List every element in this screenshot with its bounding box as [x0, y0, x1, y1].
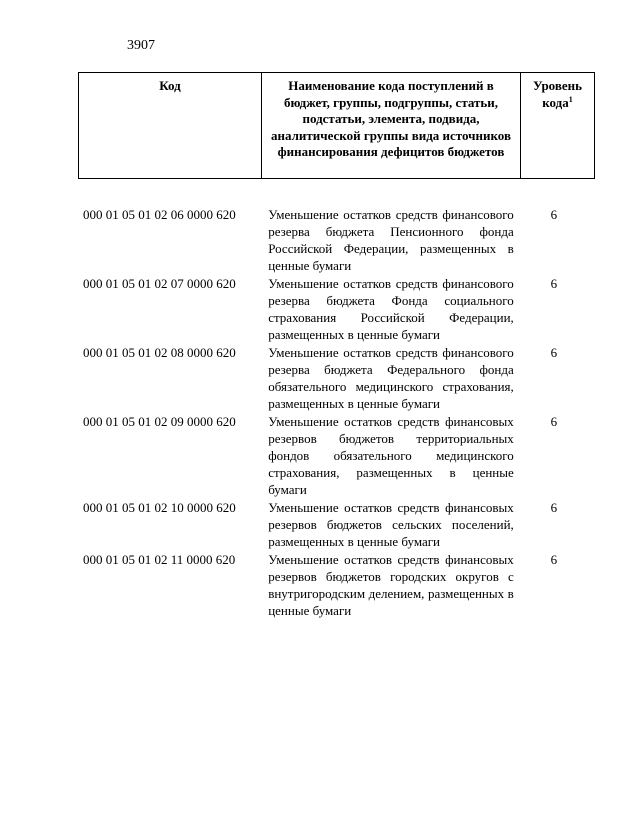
header-name: Наименование кода поступлений в бюджет, группы, подгруппы, статьи, подстатьи, элемента, подвида, аналитической группы вида источников финансирования дефицитов бюджетов: [262, 73, 521, 179]
table-header: [78, 72, 595, 179]
row-code: 000 01 05 01 02 07 0000 620: [83, 275, 236, 291]
row-code: 000 01 05 01 02 06 0000 620: [83, 207, 236, 222]
header-code: Код: [79, 73, 262, 179]
table-row: [78, 275, 594, 343]
row-code: 000 01 05 01 02 10 0000 620: [83, 499, 236, 515]
row-level: 6: [550, 499, 558, 515]
row-code: 000 01 05 01 02 11 0000 620: [83, 551, 236, 567]
row-name: Уменьшение остатков средств финансовых резервов бюджетов сельских поселений, размещенных в ценные бумаги: [268, 499, 514, 550]
row-code: 000 01 05 01 02 09 0000 620: [83, 413, 236, 429]
table-row: [78, 344, 594, 412]
row-level: 6: [550, 551, 558, 567]
header-level: [521, 73, 595, 179]
row-name: Уменьшение остатков средств финансового резерва бюджета Фонда социального страхования Российской Федерации, размещенных в ценные бумаги: [268, 275, 514, 343]
row-name: Уменьшение остатков средств финансовых резервов бюджетов территориальных фондов обязательного медицинского страхования, размещенных в ценные бумаги: [268, 413, 514, 498]
table-row: [78, 499, 594, 550]
row-name: Уменьшение остатков средств финансового резерва бюджета Федерального фонда обязательного медицинского страхования, размещенных в ценные бумаги: [268, 344, 514, 412]
code-list: [78, 206, 594, 620]
page-number: 3907: [127, 38, 155, 53]
row-name: Уменьшение остатков средств финансового резерва бюджета Пенсионного фонда Российской Федерации, размещенных в ценные бумаги: [268, 207, 514, 274]
header-level-footnote: 1: [568, 94, 573, 104]
row-level: 6: [550, 207, 558, 222]
header-level-text: Уровень кода: [532, 78, 583, 110]
row-level: 6: [550, 275, 558, 291]
row-level: 6: [550, 344, 558, 360]
row-code: 000 01 05 01 02 08 0000 620: [83, 344, 236, 360]
table-row: [78, 551, 594, 619]
table-row: [78, 413, 594, 498]
row-name: Уменьшение остатков средств финансовых резервов бюджетов городских округов с внутригородским делением, размещенных в ценные бумаги: [268, 551, 514, 619]
row-level: 6: [550, 413, 558, 429]
table-row: [78, 206, 594, 274]
